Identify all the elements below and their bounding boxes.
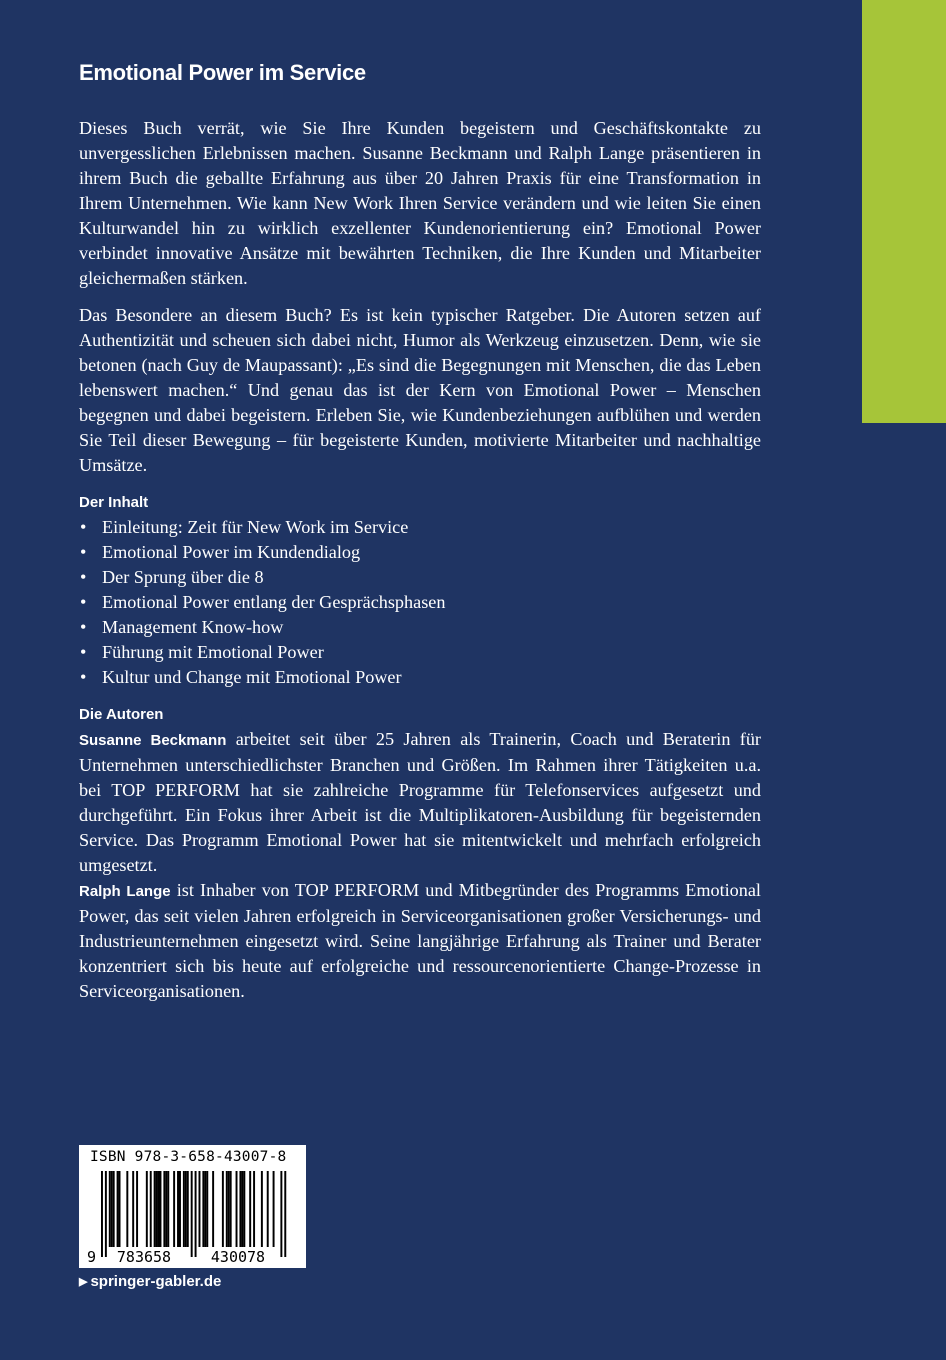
barcode-bar — [126, 1171, 128, 1247]
description-paragraph-2: Das Besondere an diesem Buch? Es ist kein typischer Ratgeber. Die Autoren setzen auf Authentizität und scheuen sich dabei nicht, Humor als Werkzeug einzusetzen. Denn, wie sie betonen (nach Guy de Maupassant): „Es sind die Begegnungen mit Menschen, die das Leben lebenswert machen.“ Und genau das ist der Kern von Emotional Power – Menschen begegnen und dabei begeistern. Erleben Sie, wie Kundenbeziehungen aufblühen und werden Sie Teil dieser Bewegung – für begeisterte Kunden, motivierte Mitarbeiter und nachhaltige Umsätze. — [79, 305, 761, 475]
bullet-icon: • — [80, 592, 87, 612]
barcode-bar — [105, 1171, 107, 1257]
barcode-bar — [109, 1171, 111, 1247]
list-item-label: Führung mit Emotional Power — [102, 642, 324, 662]
arrow-right-icon: ▶ — [79, 1276, 88, 1288]
list-item-label: Kultur und Change mit Emotional Power — [102, 667, 402, 687]
list-item — [79, 515, 761, 540]
barcode-bar — [183, 1171, 185, 1247]
contents-list — [79, 515, 761, 690]
barcode-bar — [163, 1171, 165, 1247]
barcode-bar — [195, 1171, 197, 1257]
barcode-bar — [187, 1171, 189, 1247]
barcode-bar — [136, 1171, 138, 1247]
isbn-number: ISBN 978-3-658-43007-8 — [90, 1149, 287, 1165]
accent-color-bar — [862, 0, 946, 423]
barcode-bar — [191, 1171, 193, 1257]
book-title: Emotional Power im Service — [79, 60, 366, 85]
barcode-bar — [253, 1171, 255, 1247]
barcode-bar — [273, 1171, 275, 1247]
barcode-bar — [212, 1171, 214, 1247]
authors-heading: Die Autoren — [79, 706, 164, 723]
bullet-icon: • — [80, 642, 87, 662]
list-item-label: Einleitung: Zeit für New Work im Service — [102, 517, 409, 537]
barcode-bar — [206, 1171, 208, 1247]
list-item — [79, 640, 761, 665]
barcode-bar — [241, 1171, 243, 1247]
barcode-bar — [111, 1171, 113, 1247]
barcode-bar — [239, 1171, 241, 1247]
barcode-bar — [156, 1171, 158, 1247]
author-name: Susanne Beckmann — [79, 732, 227, 749]
barcode-bar — [261, 1171, 263, 1247]
barcode-bar — [173, 1171, 175, 1247]
publisher-website-link[interactable] — [79, 1273, 221, 1290]
bullet-icon: • — [80, 617, 87, 637]
description-paragraph-1: Dieses Buch verrät, wie Sie Ihre Kunden begeistern und Geschäftskontakte zu unvergesslichen Erlebnissen machen. Susanne Beckmann und Ralph Lange präsentieren in ihrem Buch die geballte Erfahrung aus über 20 Jahren Praxis für eine Transformation in Ihrem Unternehmen. Wie kann New Work Ihren Service verändern und wie leiten Sie einen Kulturwandel hin zu wirklich exzellenter Kundenorientierung ein? Emotional Power verbindet innovative Ansätze mit bewährten Techniken, die Ihre Kunden und Mitarbeiter gleichermaßen stärken. — [79, 118, 761, 288]
author-bio-lange — [79, 878, 761, 1004]
barcode-first-digit: 9 — [87, 1248, 97, 1265]
barcode-bar — [117, 1171, 119, 1247]
barcode-bars — [101, 1171, 286, 1257]
barcode-bar — [158, 1171, 160, 1247]
barcode-bar — [160, 1171, 162, 1247]
contents-heading: Der Inhalt — [79, 494, 149, 511]
barcode-bar — [199, 1171, 201, 1247]
barcode-bar — [101, 1171, 103, 1257]
barcode-bar — [236, 1171, 238, 1247]
list-item-label: Der Sprung über die 8 — [102, 567, 264, 587]
barcode-bar — [179, 1171, 181, 1247]
list-item — [79, 615, 761, 640]
barcode-bar — [222, 1171, 224, 1247]
list-item — [79, 565, 761, 590]
barcode-bar — [226, 1171, 228, 1247]
list-item-label: Emotional Power entlang der Gesprächsphasen — [102, 592, 446, 612]
bullet-icon: • — [80, 567, 87, 587]
barcode-bar — [243, 1171, 245, 1247]
isbn-barcode — [79, 1145, 306, 1268]
barcode-bar — [202, 1171, 204, 1247]
barcode-bar — [177, 1171, 179, 1247]
barcode-bar — [132, 1171, 134, 1247]
list-item-label: Emotional Power im Kundendialog — [102, 542, 361, 562]
list-item — [79, 665, 761, 690]
author-bio-text: ist Inhaber von TOP PERFORM und Mitbegründer des Programms Emotional Power, das seit vielen Jahren erfolgreich in Serviceorganisationen großer Versicherungs- und Industrieunternehmen eingesetzt wird. Seine langjährige Erfahrung als Trainer und Berater konzentriert sich bis heute auf erfolgreiche und ressourcenorientierte Change-Prozesse in Serviceorganisationen. — [79, 880, 761, 1001]
barcode-bar — [150, 1171, 152, 1247]
barcode-bar — [113, 1171, 115, 1247]
list-item — [79, 540, 761, 565]
barcode-bar — [284, 1171, 286, 1257]
barcode-right-digits: 430078 — [210, 1248, 266, 1265]
author-bio-text: arbeitet seit über 25 Jahren als Trainerin, Coach und Beraterin für Unternehmen unterschiedlichster Branchen und Größen. Im Rahmen ihrer Tätigkeiten u.a. bei TOP PERFORM hat sie zahlreiche Programme für Telefonservices aufgesetzt und durchgeführt. Ein Fokus ihrer Arbeit ist die Multiplikatoren-Ausbildung für begeisternden Service. Das Programm Emotional Power hat sie mitentwickelt und mehrfach erfolgreich umgesetzt. — [79, 729, 761, 875]
barcode-bar — [280, 1171, 282, 1257]
author-bio-beckmann — [79, 727, 761, 878]
barcode-bar — [146, 1171, 148, 1247]
website-label: springer-gabler.de — [90, 1273, 222, 1290]
list-item — [79, 590, 761, 615]
bullet-icon: • — [80, 667, 87, 687]
bullet-icon: • — [80, 542, 87, 562]
barcode-graphic — [87, 1171, 299, 1265]
barcode-bar — [228, 1171, 230, 1247]
barcode-bar — [165, 1171, 167, 1247]
barcode-left-digits: 783658 — [116, 1248, 172, 1265]
barcode-bar — [185, 1171, 187, 1247]
barcode-bar — [154, 1171, 156, 1247]
bullet-icon: • — [80, 517, 87, 537]
barcode-bar — [249, 1171, 251, 1247]
barcode-bar — [230, 1171, 232, 1247]
barcode-bar — [267, 1171, 269, 1247]
back-cover-text — [79, 60, 761, 1004]
barcode-bar — [119, 1171, 121, 1247]
barcode-bar — [204, 1171, 206, 1247]
list-item-label: Management Know-how — [102, 617, 284, 637]
barcode-bar — [167, 1171, 169, 1247]
author-name: Ralph Lange — [79, 883, 171, 900]
